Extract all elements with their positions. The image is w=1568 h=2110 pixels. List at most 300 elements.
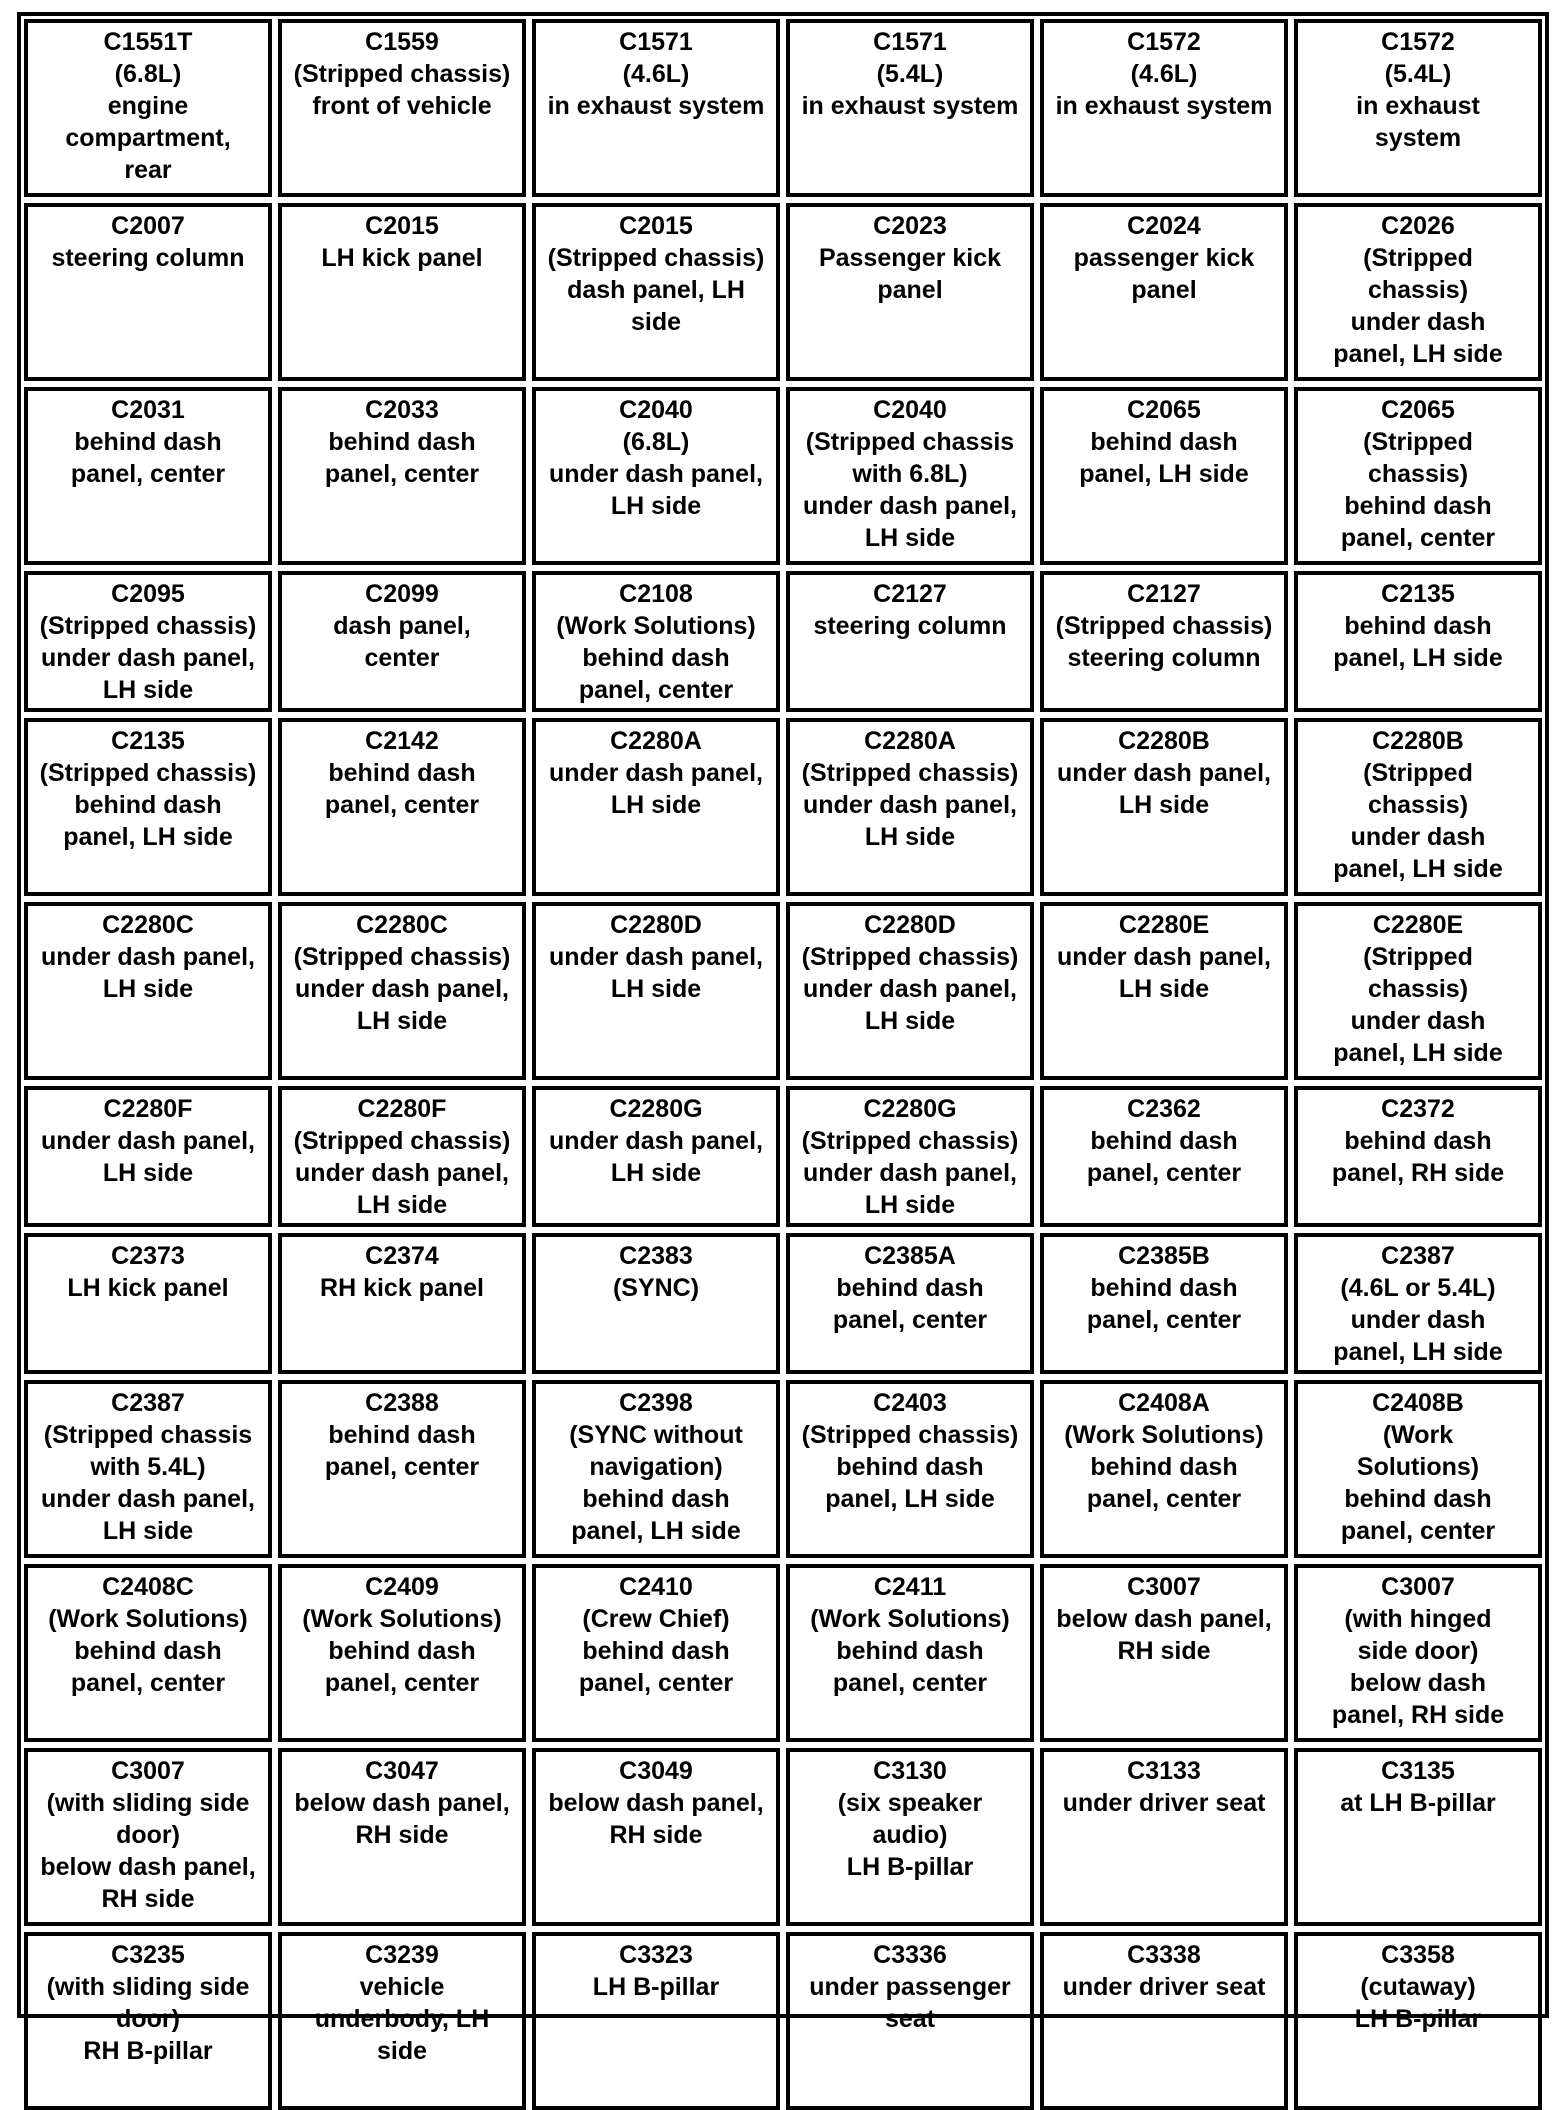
connector-id: C2099 <box>365 580 439 608</box>
connector-id: C2135 <box>1381 580 1455 608</box>
connector-cell <box>532 571 780 712</box>
connector-location-line: LH side <box>102 975 194 1003</box>
connector-location-line: (Work Solutions) <box>1064 1421 1264 1449</box>
connector-location-line: under driver seat <box>1062 1973 1266 2001</box>
connector-cell <box>278 1086 526 1227</box>
connector-location-line: under dash panel, <box>41 1127 255 1155</box>
connector-location-line: system <box>1374 124 1462 152</box>
connector-location-line: (SYNC without <box>569 1421 743 1449</box>
connector-location-line: LH side <box>610 1159 702 1187</box>
connector-location-line: steering column <box>813 612 1007 640</box>
connector-cell <box>786 1748 1034 1926</box>
connector-id: C2280C <box>356 911 448 939</box>
connector-id: C2142 <box>365 727 439 755</box>
connector-cell <box>786 718 1034 896</box>
connector-location-line: panel, RH side <box>1331 1701 1505 1729</box>
connector-id: C3235 <box>111 1941 185 1969</box>
connector-location-line: behind dash <box>582 644 730 672</box>
connector-id: C3239 <box>365 1941 439 1969</box>
connector-location-line: (4.6L) <box>622 60 690 88</box>
connector-cell <box>1040 387 1288 565</box>
connector-cell <box>786 387 1034 565</box>
connector-cell <box>278 902 526 1080</box>
connector-id: C2280D <box>610 911 702 939</box>
connector-id: C2280A <box>610 727 702 755</box>
connector-location-line: compartment, <box>65 124 231 152</box>
connector-id: C3007 <box>1381 1573 1455 1601</box>
connector-id: C2015 <box>365 212 439 240</box>
connector-location-line: door) <box>116 2005 180 2033</box>
connector-id: C2388 <box>365 1389 439 1417</box>
connector-id: C2033 <box>365 396 439 424</box>
connector-location-line: (4.6L or 5.4L) <box>1340 1274 1496 1302</box>
connector-location-line: panel, center <box>324 1669 480 1697</box>
connector-id: C2280C <box>102 911 194 939</box>
connector-id: C2023 <box>873 212 947 240</box>
connector-id: C2007 <box>111 212 185 240</box>
connector-location-line: below dash panel, <box>294 1789 510 1817</box>
connector-id: C2065 <box>1381 396 1455 424</box>
connector-id: C2408C <box>102 1573 194 1601</box>
connector-id: C2095 <box>111 580 185 608</box>
connector-id: C3130 <box>873 1757 947 1785</box>
connector-location-line: behind dash <box>328 428 476 456</box>
connector-location-line: below dash panel, <box>548 1789 764 1817</box>
connector-cell <box>1294 1233 1542 1374</box>
connector-id: C2280E <box>1118 911 1210 939</box>
connector-location-line: LH B-pillar <box>592 1973 720 2001</box>
connector-location-line: vehicle <box>359 1973 445 2001</box>
connector-id: C3338 <box>1127 1941 1201 1969</box>
connector-cell <box>24 203 272 381</box>
connector-location-line: behind dash <box>1344 612 1492 640</box>
connector-location-line: under dash panel, <box>549 943 763 971</box>
connector-location-line: seat <box>884 2005 936 2033</box>
connector-id: C1571 <box>619 28 693 56</box>
connector-location-line: steering column <box>51 244 245 272</box>
connector-location-line: in exhaust system <box>801 92 1019 120</box>
connector-location-line: RH B-pillar <box>83 2037 213 2065</box>
connector-cell <box>1294 571 1542 712</box>
connector-cell <box>1040 1233 1288 1374</box>
connector-cell <box>1040 1932 1288 2110</box>
connector-location-line: under dash <box>1350 1306 1486 1334</box>
connector-location-line: (Stripped <box>1363 759 1473 787</box>
connector-id: C2031 <box>111 396 185 424</box>
connector-id: C2403 <box>873 1389 947 1417</box>
connector-location-line: LH kick panel <box>67 1274 229 1302</box>
connector-id: C3133 <box>1127 1757 1201 1785</box>
connector-location-line: (Stripped chassis) <box>801 1127 1019 1155</box>
connector-location-line: (4.6L) <box>1130 60 1198 88</box>
connector-location-line: navigation) <box>589 1453 723 1481</box>
connector-cell <box>24 19 272 197</box>
connector-cell <box>1294 387 1542 565</box>
connector-id: C3323 <box>619 1941 693 1969</box>
connector-id: C2280G <box>609 1095 703 1123</box>
connector-location-line: panel, center <box>324 460 480 488</box>
connector-id: C3336 <box>873 1941 947 1969</box>
connector-location-line: panel, center <box>70 460 226 488</box>
connector-id: C1559 <box>365 28 439 56</box>
connector-cell <box>24 1564 272 1742</box>
connector-id: C2280A <box>864 727 956 755</box>
connector-location-line: (Stripped chassis) <box>39 759 257 787</box>
connector-location-line: behind dash <box>1344 1485 1492 1513</box>
connector-location-line: (Stripped chassis) <box>1055 612 1273 640</box>
connector-cell <box>278 1748 526 1926</box>
connector-id: C2387 <box>1381 1242 1455 1270</box>
connector-cell <box>1040 203 1288 381</box>
connector-cell <box>24 571 272 712</box>
connector-location-line: panel, center <box>324 791 480 819</box>
connector-location-line: LH kick panel <box>321 244 483 272</box>
connector-location-line: LH side <box>864 823 956 851</box>
connector-location-line: LH B-pillar <box>846 1853 974 1881</box>
connector-location-line: (with sliding side <box>46 1973 250 2001</box>
connector-id: C2374 <box>365 1242 439 1270</box>
connector-location-line: LH side <box>356 1007 448 1035</box>
connector-cell <box>1040 718 1288 896</box>
connector-location-line: panel, LH side <box>1333 644 1503 672</box>
connector-location-line: underbody, LH <box>314 2005 490 2033</box>
connector-location-line: below dash <box>1349 1669 1487 1697</box>
connector-location-line: LH side <box>610 975 702 1003</box>
connector-cell <box>1294 1380 1542 1558</box>
connector-id: C2280E <box>1372 911 1464 939</box>
connector-location-line: (Stripped chassis <box>43 1421 253 1449</box>
connector-location-line: panel, LH side <box>571 1517 741 1545</box>
connector-location-line: behind dash <box>328 1421 476 1449</box>
connector-id: C2383 <box>619 1242 693 1270</box>
connector-cell <box>532 1748 780 1926</box>
connector-id: C2410 <box>619 1573 693 1601</box>
connector-cell <box>786 902 1034 1080</box>
connector-location-line: LH side <box>610 791 702 819</box>
connector-location-line: RH side <box>101 1885 195 1913</box>
connector-location-line: panel, center <box>1086 1306 1242 1334</box>
connector-id: C3007 <box>111 1757 185 1785</box>
connector-location-line: engine <box>107 92 189 120</box>
connector-cell <box>278 718 526 896</box>
connector-location-line: panel, center <box>578 676 734 704</box>
connector-id: C2280B <box>1118 727 1210 755</box>
connector-id: C3358 <box>1381 1941 1455 1969</box>
connector-cell <box>1040 1086 1288 1227</box>
connector-cell <box>278 1233 526 1374</box>
connector-location-line: behind dash <box>1344 492 1492 520</box>
connector-id: C2373 <box>111 1242 185 1270</box>
connector-location-line: (cutaway) <box>1360 1973 1476 2001</box>
connector-location-line: chassis) <box>1367 276 1469 304</box>
connector-location-line: (Stripped chassis) <box>293 1127 511 1155</box>
connector-location-line: in exhaust system <box>1055 92 1273 120</box>
connector-location-line: under dash panel, <box>295 1159 509 1187</box>
connector-location-line: behind dash <box>836 1453 984 1481</box>
connector-location-line: LH side <box>1118 975 1210 1003</box>
connector-location-line: behind dash <box>1090 1453 1238 1481</box>
connector-location-line: panel, center <box>1086 1485 1242 1513</box>
connector-id: C2065 <box>1127 396 1201 424</box>
connector-location-line: under dash panel, <box>549 460 763 488</box>
connector-cell <box>24 387 272 565</box>
connector-cell <box>786 1380 1034 1558</box>
connector-cell <box>1294 1564 1542 1742</box>
connector-cell <box>1294 19 1542 197</box>
connector-cell <box>24 1233 272 1374</box>
connector-location-line: behind dash <box>328 1637 476 1665</box>
connector-cell <box>1040 571 1288 712</box>
connector-location-line: (with sliding side <box>46 1789 250 1817</box>
connector-id: C3135 <box>1381 1757 1455 1785</box>
connector-location-line: LH side <box>610 492 702 520</box>
connector-location-line: (Stripped chassis) <box>293 60 511 88</box>
connector-cell <box>532 1086 780 1227</box>
connector-location-line: RH side <box>1117 1637 1211 1665</box>
connector-location-line: (5.4L) <box>876 60 944 88</box>
connector-cell <box>1294 1748 1542 1926</box>
connector-id: C2024 <box>1127 212 1201 240</box>
connector-cell <box>278 203 526 381</box>
connector-location-line: RH side <box>355 1821 449 1849</box>
connector-cell <box>24 718 272 896</box>
connector-cell <box>786 1564 1034 1742</box>
connector-location-line: (Stripped chassis) <box>801 943 1019 971</box>
connector-location-line: (6.8L) <box>622 428 690 456</box>
connector-location-line: panel, LH side <box>63 823 233 851</box>
connector-location-line: panel, center <box>578 1669 734 1697</box>
connector-location-line: panel, center <box>1340 524 1496 552</box>
connector-cell <box>532 902 780 1080</box>
connector-location-line: door) <box>116 1821 180 1849</box>
connector-id: C1572 <box>1127 28 1201 56</box>
connector-location-line: panel, LH side <box>1079 460 1249 488</box>
connector-location-line: LH side <box>102 1517 194 1545</box>
connector-location-line: with 5.4L) <box>90 1453 206 1481</box>
connector-location-line: behind dash <box>582 1637 730 1665</box>
connector-cell <box>24 1086 272 1227</box>
connector-location-line: side <box>376 2037 428 2065</box>
connector-location-line: (Work Solutions) <box>302 1605 502 1633</box>
connector-id: C3007 <box>1127 1573 1201 1601</box>
connector-location-line: RH kick panel <box>320 1274 484 1302</box>
connector-cell <box>786 1233 1034 1374</box>
connector-cell <box>1040 1748 1288 1926</box>
connector-cell <box>532 1932 780 2110</box>
connector-location-line: LH side <box>864 1191 956 1219</box>
connector-location-line: chassis) <box>1367 975 1469 1003</box>
connector-location-line: (6.8L) <box>114 60 182 88</box>
connector-location-line: below dash panel, <box>40 1853 256 1881</box>
connector-location-line: (Work Solutions) <box>810 1605 1010 1633</box>
connector-location-line: under dash panel, <box>549 1127 763 1155</box>
connector-location-line: LH side <box>102 676 194 704</box>
connector-location-line: below dash panel, <box>1056 1605 1272 1633</box>
connector-location-line: at LH B-pillar <box>1340 1789 1496 1817</box>
connector-cell <box>1040 19 1288 197</box>
connector-id: C1572 <box>1381 28 1455 56</box>
connector-cell <box>532 1233 780 1374</box>
connector-id: C2280F <box>103 1095 193 1123</box>
connector-location-line: LH side <box>864 1007 956 1035</box>
connector-location-line: under dash <box>1350 1007 1486 1035</box>
connector-location-line: panel, LH side <box>1333 1338 1503 1366</box>
connector-cell <box>1294 203 1542 381</box>
connector-location-line: under dash panel, <box>549 759 763 787</box>
connector-location-line: under dash panel, <box>41 943 255 971</box>
connector-location-line: (Stripped chassis) <box>39 612 257 640</box>
connector-location-line: under dash panel, <box>41 1485 255 1513</box>
connector-id: C2372 <box>1381 1095 1455 1123</box>
connector-id: C3047 <box>365 1757 439 1785</box>
connector-cell <box>278 571 526 712</box>
connector-id: C2387 <box>111 1389 185 1417</box>
connector-cell <box>1294 1932 1542 2110</box>
connector-location-line: panel, center <box>832 1306 988 1334</box>
connector-location-line: audio) <box>872 1821 948 1849</box>
connector-location-line: (Stripped <box>1363 428 1473 456</box>
connector-id: C2408A <box>1118 1389 1210 1417</box>
connector-location-line: panel, LH side <box>1333 1039 1503 1067</box>
connector-location-line: (Work Solutions) <box>48 1605 248 1633</box>
connector-location-line: behind dash <box>582 1485 730 1513</box>
connector-location-line: (Crew Chief) <box>582 1605 730 1633</box>
connector-cell <box>532 718 780 896</box>
connector-id: C2108 <box>619 580 693 608</box>
connector-cell <box>532 203 780 381</box>
connector-location-line: panel, center <box>70 1669 226 1697</box>
connector-location-line: Passenger kick <box>818 244 1002 272</box>
connector-location-line: under dash panel, <box>803 975 1017 1003</box>
connector-location-line: LH B-pillar <box>1354 2005 1482 2033</box>
connector-id: C2127 <box>1127 580 1201 608</box>
connector-location-line: behind dash <box>836 1274 984 1302</box>
connector-location-line: under dash panel, <box>803 492 1017 520</box>
connector-location-line: behind dash <box>328 759 476 787</box>
connector-cell <box>532 19 780 197</box>
connector-location-line: behind dash <box>74 1637 222 1665</box>
connector-location-line: passenger kick <box>1073 244 1255 272</box>
connector-location-line: behind dash <box>836 1637 984 1665</box>
connector-location-line: (Stripped chassis) <box>801 1421 1019 1449</box>
connector-location-line: (Stripped chassis) <box>547 244 765 272</box>
connector-location-line: panel, LH side <box>1333 340 1503 368</box>
connector-location-line: steering column <box>1067 644 1261 672</box>
connector-id: C2040 <box>873 396 947 424</box>
connector-cell <box>278 1564 526 1742</box>
connector-location-line: panel <box>1131 276 1197 304</box>
connector-location-line: rear <box>124 156 172 184</box>
connector-cell <box>786 571 1034 712</box>
connector-location-line: behind dash <box>1090 428 1238 456</box>
connector-location-line: (SYNC) <box>612 1274 700 1302</box>
connector-location-line: behind dash <box>1344 1127 1492 1155</box>
connector-location-line: behind dash <box>1090 1127 1238 1155</box>
connector-location-line: behind dash <box>74 791 222 819</box>
connector-cell <box>278 1932 526 2110</box>
connector-cell <box>24 1932 272 2110</box>
connector-id: C2280D <box>864 911 956 939</box>
connector-location-line: (Work Solutions) <box>556 612 756 640</box>
connector-location-line: (Stripped chassis) <box>801 759 1019 787</box>
connector-location-line: in exhaust <box>1356 92 1480 120</box>
connector-location-line: under dash panel, <box>1057 943 1271 971</box>
connector-id: C2385A <box>864 1242 956 1270</box>
connector-id: C2398 <box>619 1389 693 1417</box>
connector-cell <box>1294 718 1542 896</box>
connector-cell <box>1040 902 1288 1080</box>
connector-location-line: panel, center <box>324 1453 480 1481</box>
connector-location-line: Solutions) <box>1356 1453 1480 1481</box>
connector-location-line: center <box>364 644 440 672</box>
connector-location-line: in exhaust system <box>547 92 765 120</box>
connector-cell <box>278 1380 526 1558</box>
connector-location-table <box>17 12 1549 2065</box>
connector-location-line: panel <box>877 276 943 304</box>
connector-cell <box>278 387 526 565</box>
connector-location-line: panel, LH side <box>1333 855 1503 883</box>
connector-id: C2026 <box>1381 212 1455 240</box>
connector-id: C2280B <box>1372 727 1464 755</box>
connector-location-line: under dash panel, <box>1057 759 1271 787</box>
connector-location-line: (5.4L) <box>1384 60 1452 88</box>
connector-id: C2411 <box>873 1573 947 1601</box>
connector-cell <box>532 1380 780 1558</box>
connector-cell <box>1294 902 1542 1080</box>
connector-location-line: LH side <box>102 1159 194 1187</box>
connector-location-line: under dash <box>1350 823 1486 851</box>
connector-location-line: under dash <box>1350 308 1486 336</box>
connector-location-line: behind dash <box>1090 1274 1238 1302</box>
connector-location-line: under driver seat <box>1062 1789 1266 1817</box>
connector-cell <box>24 902 272 1080</box>
connector-id: C2280F <box>357 1095 447 1123</box>
connector-id: C2409 <box>365 1573 439 1601</box>
connector-location-line: panel, center <box>1086 1159 1242 1187</box>
connector-cell <box>24 1380 272 1558</box>
connector-location-line: dash panel, LH <box>567 276 745 304</box>
connector-location-line: (Work <box>1382 1421 1454 1449</box>
connector-location-line: dash panel, <box>333 612 471 640</box>
connector-location-line: under dash panel, <box>41 644 255 672</box>
connector-id: C2135 <box>111 727 185 755</box>
connector-location-line: RH side <box>609 1821 703 1849</box>
connector-cell <box>1294 1086 1542 1227</box>
connector-cell <box>278 19 526 197</box>
connector-id: C3049 <box>619 1757 693 1785</box>
connector-location-line: (Stripped chassis) <box>293 943 511 971</box>
connector-cell <box>786 203 1034 381</box>
connector-location-line: under passenger <box>809 1973 1011 2001</box>
connector-cell <box>532 1564 780 1742</box>
connector-location-line: front of vehicle <box>312 92 492 120</box>
connector-location-line: (with hinged <box>1344 1605 1492 1633</box>
connector-id: C2015 <box>619 212 693 240</box>
connector-location-line: panel, LH side <box>825 1485 995 1513</box>
connector-location-line: (Stripped chassis <box>805 428 1015 456</box>
connector-location-line: LH side <box>864 524 956 552</box>
connector-location-line: (six speaker <box>837 1789 983 1817</box>
connector-id: C1551T <box>103 28 193 56</box>
connector-cell <box>24 1748 272 1926</box>
connector-location-line: panel, center <box>1340 1517 1496 1545</box>
connector-location-line: panel, RH side <box>1331 1159 1505 1187</box>
connector-id: C1571 <box>873 28 947 56</box>
connector-cell <box>1040 1380 1288 1558</box>
connector-location-line: chassis) <box>1367 791 1469 819</box>
connector-id: C2408B <box>1372 1389 1464 1417</box>
connector-location-line: side door) <box>1357 1637 1479 1665</box>
